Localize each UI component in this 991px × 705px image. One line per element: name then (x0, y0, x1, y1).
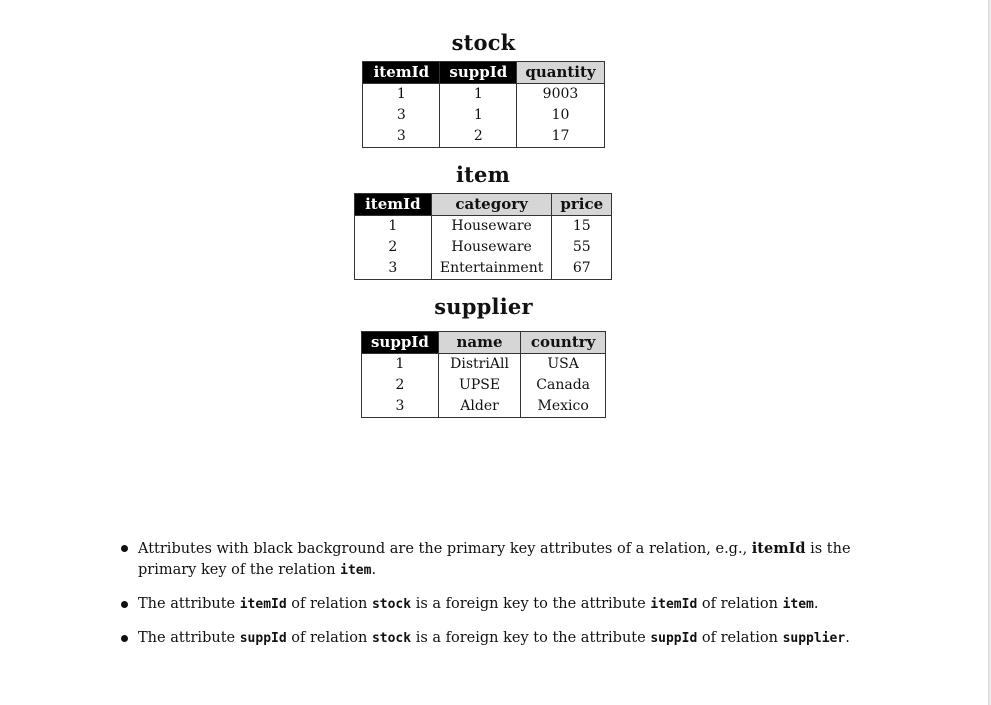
table-row (362, 375, 606, 396)
list-item (118, 628, 878, 649)
table-cell: Entertainment (431, 258, 552, 280)
note-text: . (371, 562, 377, 578)
note-text: Attributes with black background are the primary key attributes of a relation, e.g., (138, 541, 752, 557)
table-cell: 17 (517, 126, 604, 148)
column-header-itemid: itemId (354, 194, 431, 216)
supplier-table (361, 331, 606, 418)
column-header-suppid: suppId (440, 62, 517, 84)
table-cell: Alder (438, 396, 520, 418)
stock-table (362, 61, 604, 148)
table-row (363, 84, 604, 106)
table-cell: 55 (552, 237, 612, 258)
note-text: of relation (697, 596, 783, 612)
item-title: item (455, 162, 511, 187)
note-text: of relation (286, 596, 372, 612)
column-header-name: name (438, 332, 520, 354)
note-text: is a foreign key to the attribute (411, 630, 651, 646)
note-key: itemId (751, 540, 806, 557)
table-cell: USA (521, 354, 606, 376)
note-text: is a foreign key to the attribute (411, 596, 651, 612)
table-cell: 15 (552, 216, 612, 238)
column-header-category: category (431, 194, 552, 216)
note-text: The attribute (138, 596, 240, 612)
note-code: itemId (239, 597, 287, 612)
table-header-row (354, 194, 611, 216)
list-item (118, 538, 878, 581)
table-row (354, 237, 611, 258)
table-row (362, 396, 606, 418)
table-cell: 1 (440, 84, 517, 106)
column-header-quantity: quantity (517, 62, 604, 84)
note-text: is the primary key of the relation (138, 541, 851, 578)
table-cell: 1 (440, 105, 517, 126)
table-cell: 10 (517, 105, 604, 126)
table-cell: 3 (396, 128, 406, 144)
table-cell: Houseware (431, 237, 552, 258)
list-item (118, 594, 878, 615)
note-text: . (813, 596, 819, 612)
stock-relation (362, 30, 605, 148)
notes-list (118, 538, 878, 662)
table-header-row (363, 62, 604, 84)
column-header-suppid: suppId (362, 332, 439, 354)
table-cell: 9003 (517, 84, 604, 106)
table-cell: 3 (395, 398, 405, 414)
table-row (363, 105, 604, 126)
note-code: item (340, 563, 372, 578)
supplier-title: supplier (434, 294, 533, 319)
table-cell: DistriAll (438, 354, 520, 376)
table-row (362, 354, 606, 376)
stock-title: stock (451, 30, 516, 55)
table-row (354, 258, 611, 280)
table-row (363, 126, 604, 148)
supplier-relation (361, 294, 606, 418)
table-cell: 1 (395, 356, 405, 372)
table-cell: 1 (388, 218, 398, 234)
table-cell: Mexico (521, 396, 606, 418)
note-text: . (845, 630, 850, 646)
column-header-country: country (521, 332, 606, 354)
table-cell: 2 (395, 377, 405, 393)
table-cell: 3 (388, 260, 398, 276)
note-text: of relation (286, 630, 372, 646)
table-cell: 2 (440, 126, 517, 148)
note-code: itemId (650, 597, 698, 612)
column-header-itemid: itemId (363, 62, 440, 84)
table-cell: UPSE (438, 375, 520, 396)
table-cell: 67 (552, 258, 612, 280)
table-cell: Canada (521, 375, 606, 396)
note-text: The attribute (138, 630, 240, 646)
item-table (354, 193, 612, 280)
table-header-row (362, 332, 606, 354)
note-code: suppId (239, 631, 287, 646)
item-relation (352, 162, 614, 280)
table-cell: Houseware (431, 216, 552, 238)
note-code: stock (371, 631, 412, 646)
table-cell: 2 (388, 239, 398, 255)
note-code: supplier (782, 631, 846, 646)
table-cell: 3 (396, 107, 406, 123)
table-row (354, 216, 611, 238)
column-header-price: price (552, 194, 612, 216)
note-code: suppId (650, 631, 698, 646)
note-text: of relation (697, 630, 783, 646)
table-cell: 1 (396, 86, 406, 102)
note-code: stock (371, 597, 412, 612)
note-code: item (782, 597, 814, 612)
